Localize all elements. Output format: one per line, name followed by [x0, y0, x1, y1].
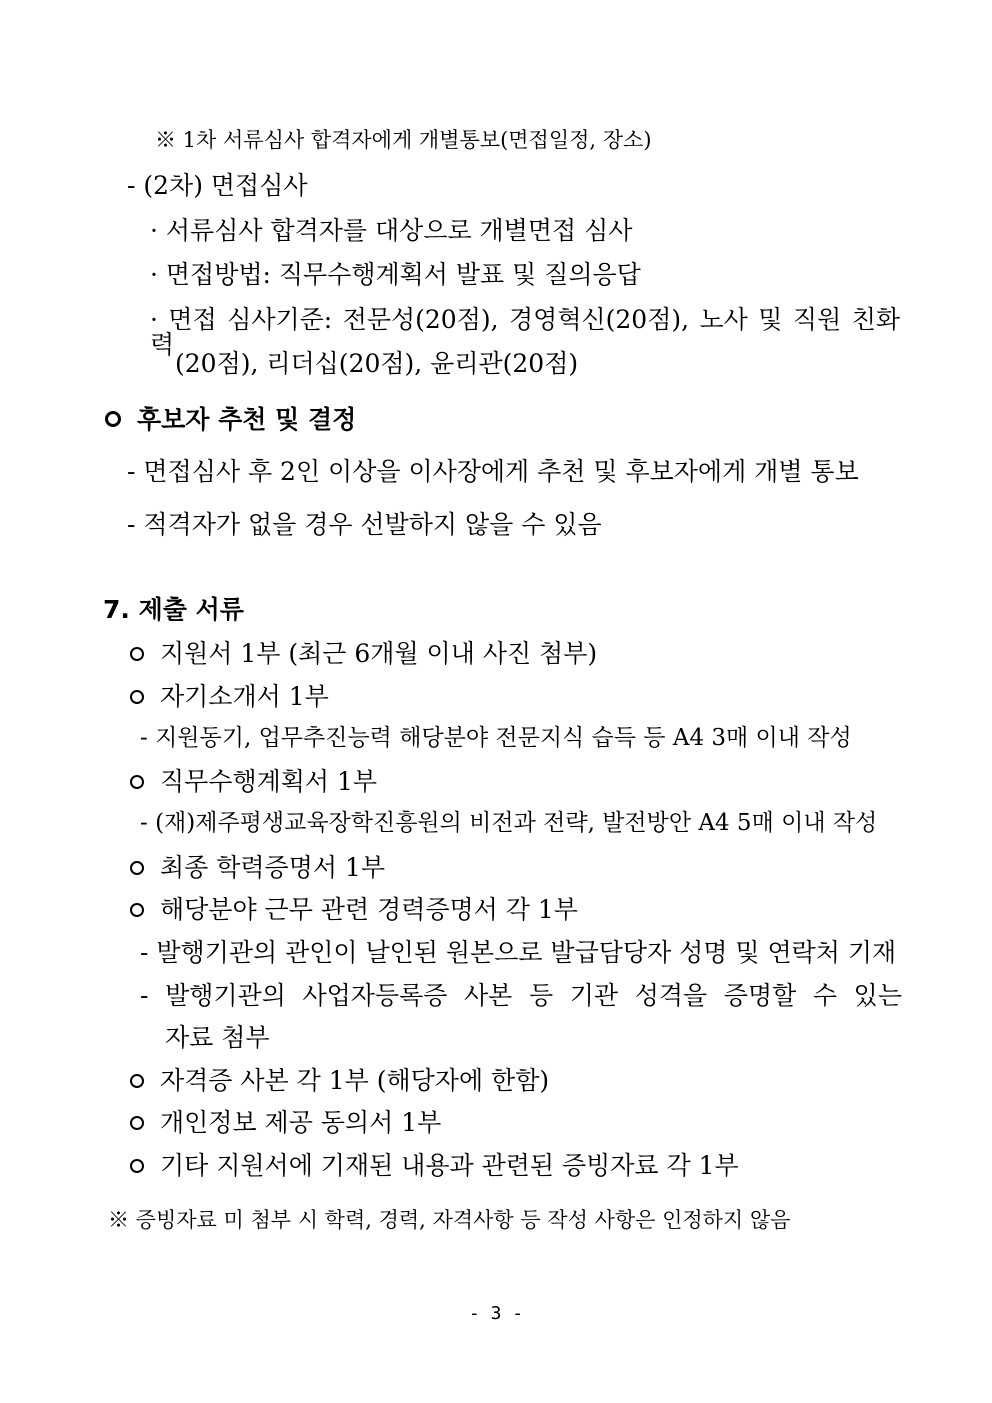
circle-bullet-icon — [130, 647, 144, 661]
page-number: - 3 - — [468, 1303, 524, 1324]
doc-item-license — [130, 1068, 549, 1093]
doc-item-evidence — [130, 1153, 739, 1178]
circle-bullet-icon — [130, 903, 144, 917]
recommendation-item-1: - 면접심사 후 2인 이상을 이사장에게 추천 및 후보자에게 개별 통보 — [127, 457, 859, 486]
recommendation-item-2: - 적격자가 없을 경우 선발하지 않을 수 있음 — [127, 510, 602, 539]
doc-item-education — [130, 855, 385, 880]
evidence-note: ※ 증빙자료 미 첨부 시 학력, 경력, 자격사항 등 작성 사항은 인정하지 않음 — [108, 1208, 791, 1232]
doc-label: 자격증 사본 각 1부 (해당자에 한함) — [160, 1066, 550, 1095]
interview-criteria-cont: (20점), 리더십(20점), 윤리관(20점) — [175, 349, 579, 378]
interview-criteria: · 면접 심사기준: 전문성(20점), 경영혁신(20점), 노사 및 직원 친화력 — [150, 305, 900, 359]
doc-label: 직무수행계획서 1부 — [160, 767, 378, 796]
doc-item-career — [130, 897, 578, 922]
doc-self-intro-detail: - 지원동기, 업무추진능력 해당분야 전문지식 습득 등 A4 3매 이내 작성 — [140, 725, 852, 751]
section-documents-heading: 7. 제출 서류 — [103, 595, 244, 624]
doc-label: 해당분야 근무 관련 경력증명서 각 1부 — [160, 895, 578, 924]
circle-bullet-icon — [130, 861, 144, 875]
doc-label: 기타 지원서에 기재된 내용과 관련된 증빙자료 각 1부 — [160, 1151, 739, 1180]
doc-job-plan-detail: - (재)제주평생교육장학진흥원의 비전과 전략, 발전방안 A4 5매 이내 작성 — [140, 810, 878, 836]
doc-item-self-intro — [130, 684, 329, 709]
section-candidate-recommendation — [105, 407, 356, 432]
doc-item-privacy — [130, 1110, 441, 1135]
doc-label: 자기소개서 1부 — [160, 682, 329, 711]
circle-bullet-icon — [130, 1159, 144, 1173]
interview-target: · 서류심사 합격자를 대상으로 개별면접 심사 — [150, 216, 633, 245]
doc-career-detail-1: - 발행기관의 관인이 날인된 원본으로 발급담당자 성명 및 연락처 기재 — [140, 938, 897, 967]
circle-bullet-icon — [105, 411, 121, 427]
doc-item-application — [130, 641, 597, 666]
doc-item-job-plan — [130, 769, 377, 794]
doc-label: 개인정보 제공 동의서 1부 — [160, 1108, 442, 1137]
interview-method: · 면접방법: 직무수행계획서 발표 및 질의응답 — [150, 260, 641, 289]
circle-bullet-icon — [130, 775, 144, 789]
interview-stage-heading: - (2차) 면접심사 — [127, 171, 308, 200]
doc-label: 지원서 1부 (최근 6개월 이내 사진 첨부) — [160, 639, 598, 668]
doc-label: 최종 학력증명서 1부 — [160, 853, 385, 882]
circle-bullet-icon — [130, 1074, 144, 1088]
doc-career-detail-2-cont: 자료 첨부 — [165, 1023, 270, 1052]
circle-bullet-icon — [130, 690, 144, 704]
circle-bullet-icon — [130, 1116, 144, 1130]
selection-note: ※ 1차 서류심사 합격자에게 개별통보(면접일정, 장소) — [155, 128, 652, 152]
doc-career-detail-2: - 발행기관의 사업자등록증 사본 등 기관 성격을 증명할 수 있는 — [140, 981, 902, 1010]
section-title: 후보자 추천 및 결정 — [137, 405, 357, 434]
